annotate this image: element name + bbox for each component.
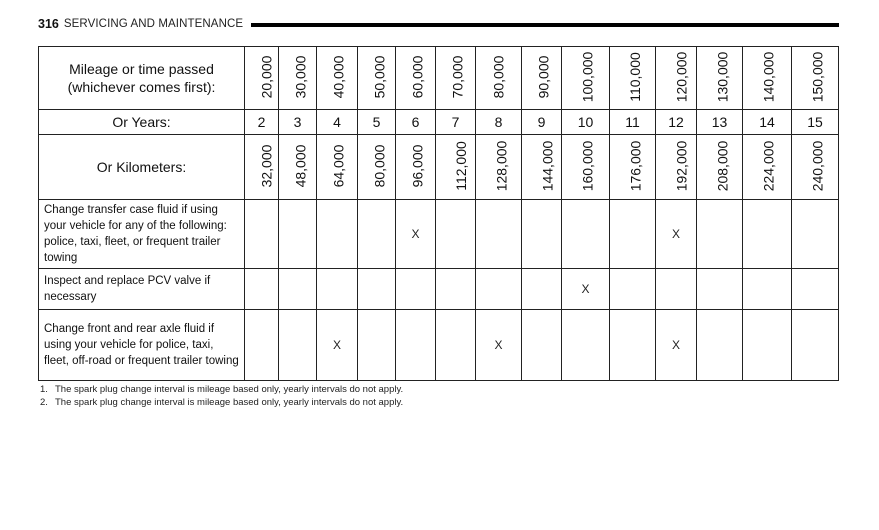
- years-interval-value: 8: [476, 110, 522, 135]
- service-mark-cell: [610, 310, 656, 381]
- service-mark-cell: [396, 310, 436, 381]
- mileage-label-line2: (whichever comes first):: [67, 79, 216, 95]
- footnote-text: The spark plug change interval is mileage based only, yearly intervals do not apply.: [55, 397, 404, 408]
- mileage-interval-value: 120,000: [673, 51, 690, 103]
- mileage-interval-cell: [476, 47, 522, 110]
- mileage-interval-value: 60,000: [409, 55, 426, 99]
- mileage-interval-cell: [396, 47, 436, 110]
- service-mark-cell: [697, 269, 743, 310]
- task-row: [39, 269, 839, 310]
- mileage-interval-cell: [245, 47, 279, 110]
- service-mark-cell: [279, 269, 317, 310]
- mileage-label-line1: Mileage or time passed: [69, 61, 214, 77]
- kilometers-interval-value: 112,000: [452, 141, 469, 191]
- mileage-interval-cell: [792, 47, 839, 110]
- service-mark-cell: [245, 200, 279, 269]
- kilometers-interval-cell: [279, 135, 317, 200]
- service-mark-cell: [743, 269, 792, 310]
- mileage-interval-cell: [562, 47, 610, 110]
- years-interval-value: 5: [358, 110, 396, 135]
- service-mark-cell: [792, 200, 839, 269]
- footnote: [40, 383, 403, 396]
- mileage-interval-cell: [697, 47, 743, 110]
- service-mark-cell: [743, 310, 792, 381]
- kilometers-label: Or Kilometers:: [39, 135, 245, 200]
- years-interval-value: 14: [743, 110, 792, 135]
- years-interval-value: 4: [317, 110, 358, 135]
- service-mark-cell: [358, 269, 396, 310]
- service-mark-cell: X: [656, 200, 697, 269]
- service-mark-cell: X: [656, 310, 697, 381]
- service-mark-cell: [436, 200, 476, 269]
- years-interval-value: 2: [245, 110, 279, 135]
- mileage-interval-value: 150,000: [809, 51, 826, 103]
- task-label: Change transfer case fluid if using your vehicle for any of the following: police, taxi, fleet, or frequent trailer towing: [39, 200, 245, 269]
- mileage-interval-value: 20,000: [258, 55, 275, 99]
- service-mark-cell: [396, 269, 436, 310]
- service-mark-cell: [522, 200, 562, 269]
- service-mark-cell: [522, 310, 562, 381]
- service-mark-cell: [792, 269, 839, 310]
- kilometers-interval-cell: [656, 135, 697, 200]
- kilometers-interval-value: 96,000: [409, 144, 426, 188]
- kilometers-interval-cell: [792, 135, 839, 200]
- footnote-number: 1.: [40, 384, 48, 395]
- kilometers-interval-value: 128,000: [493, 140, 510, 192]
- service-mark-cell: [743, 200, 792, 269]
- mileage-interval-cell: [743, 47, 792, 110]
- section-title: SERVICING AND MAINTENANCE: [63, 18, 244, 30]
- footnote-number: 2.: [40, 397, 48, 408]
- service-mark-cell: X: [396, 200, 436, 269]
- kilometers-interval-value: 224,000: [760, 140, 777, 192]
- kilometers-interval-cell: [610, 135, 656, 200]
- kilometers-interval-cell: [436, 135, 476, 200]
- kilometers-interval-cell: [743, 135, 792, 200]
- kilometers-row: [39, 135, 839, 200]
- mileage-interval-value: 80,000: [490, 55, 507, 99]
- page-number: 316: [38, 17, 59, 31]
- header-rule: [251, 23, 839, 27]
- mileage-interval-value: 40,000: [330, 55, 347, 99]
- service-mark-cell: [610, 200, 656, 269]
- mileage-interval-value: 50,000: [371, 55, 388, 99]
- kilometers-interval-cell: [476, 135, 522, 200]
- task-row: [39, 200, 839, 269]
- task-label: Inspect and replace PCV valve if necessary: [39, 269, 245, 310]
- task-row: [39, 310, 839, 381]
- years-label: Or Years:: [39, 110, 245, 135]
- footnotes: [40, 383, 403, 409]
- mileage-interval-cell: [436, 47, 476, 110]
- kilometers-interval-cell: [245, 135, 279, 200]
- years-interval-value: 12: [656, 110, 697, 135]
- service-mark-cell: X: [476, 310, 522, 381]
- mileage-interval-cell: [522, 47, 562, 110]
- kilometers-interval-value: 32,000: [258, 144, 275, 188]
- kilometers-interval-value: 240,000: [809, 140, 826, 192]
- service-mark-cell: X: [562, 269, 610, 310]
- kilometers-interval-cell: [358, 135, 396, 200]
- service-mark-cell: [358, 200, 396, 269]
- years-interval-value: 13: [697, 110, 743, 135]
- maintenance-schedule-table: [38, 46, 839, 381]
- mileage-interval-value: 100,000: [579, 51, 596, 103]
- years-interval-value: 3: [279, 110, 317, 135]
- service-mark-cell: [436, 269, 476, 310]
- service-mark-cell: [317, 269, 358, 310]
- kilometers-interval-value: 176,000: [627, 140, 644, 192]
- kilometers-interval-cell: [562, 135, 610, 200]
- page-header: [38, 14, 839, 34]
- service-mark-cell: [697, 310, 743, 381]
- service-mark-cell: [279, 310, 317, 381]
- service-mark-cell: [562, 200, 610, 269]
- kilometers-interval-value: 192,000: [673, 140, 690, 192]
- kilometers-interval-value: 64,000: [330, 144, 347, 188]
- mileage-label-cell: [39, 47, 245, 110]
- kilometers-interval-cell: [317, 135, 358, 200]
- footnote: [40, 396, 403, 409]
- mileage-interval-cell: [279, 47, 317, 110]
- years-interval-value: 15: [792, 110, 839, 135]
- mileage-interval-cell: [656, 47, 697, 110]
- service-mark-cell: [436, 310, 476, 381]
- service-mark-cell: [317, 200, 358, 269]
- mileage-interval-cell: [317, 47, 358, 110]
- mileage-interval-value: 30,000: [292, 55, 309, 99]
- kilometers-interval-cell: [396, 135, 436, 200]
- mileage-interval-value: 110,000: [626, 52, 643, 102]
- years-interval-value: 11: [610, 110, 656, 135]
- service-mark-cell: [245, 310, 279, 381]
- service-mark-cell: [279, 200, 317, 269]
- service-mark-cell: [358, 310, 396, 381]
- mileage-interval-cell: [610, 47, 656, 110]
- service-mark-cell: [656, 269, 697, 310]
- years-interval-value: 7: [436, 110, 476, 135]
- kilometers-interval-cell: [697, 135, 743, 200]
- service-mark-cell: X: [317, 310, 358, 381]
- kilometers-interval-value: 208,000: [714, 140, 731, 192]
- kilometers-interval-value: 144,000: [539, 140, 556, 192]
- service-mark-cell: [562, 310, 610, 381]
- kilometers-interval-value: 48,000: [292, 144, 309, 188]
- mileage-interval-cell: [358, 47, 396, 110]
- service-mark-cell: [792, 310, 839, 381]
- years-interval-value: 6: [396, 110, 436, 135]
- years-interval-value: 9: [522, 110, 562, 135]
- service-mark-cell: [697, 200, 743, 269]
- service-mark-cell: [476, 269, 522, 310]
- kilometers-interval-cell: [522, 135, 562, 200]
- kilometers-interval-value: 80,000: [371, 144, 388, 188]
- service-mark-cell: [522, 269, 562, 310]
- mileage-interval-value: 130,000: [714, 51, 731, 103]
- mileage-interval-value: 90,000: [535, 55, 552, 99]
- mileage-row: [39, 47, 839, 110]
- task-label: Change front and rear axle fluid if using your vehicle for police, taxi, fleet, off-road or frequent trailer towing: [39, 310, 245, 381]
- service-mark-cell: [610, 269, 656, 310]
- service-mark-cell: [476, 200, 522, 269]
- mileage-interval-value: 140,000: [760, 51, 777, 103]
- kilometers-interval-value: 160,000: [579, 140, 596, 192]
- footnote-text: The spark plug change interval is mileage based only, yearly intervals do not apply.: [55, 384, 404, 395]
- mileage-interval-value: 70,000: [449, 55, 466, 99]
- service-mark-cell: [245, 269, 279, 310]
- years-row: [39, 110, 839, 135]
- years-interval-value: 10: [562, 110, 610, 135]
